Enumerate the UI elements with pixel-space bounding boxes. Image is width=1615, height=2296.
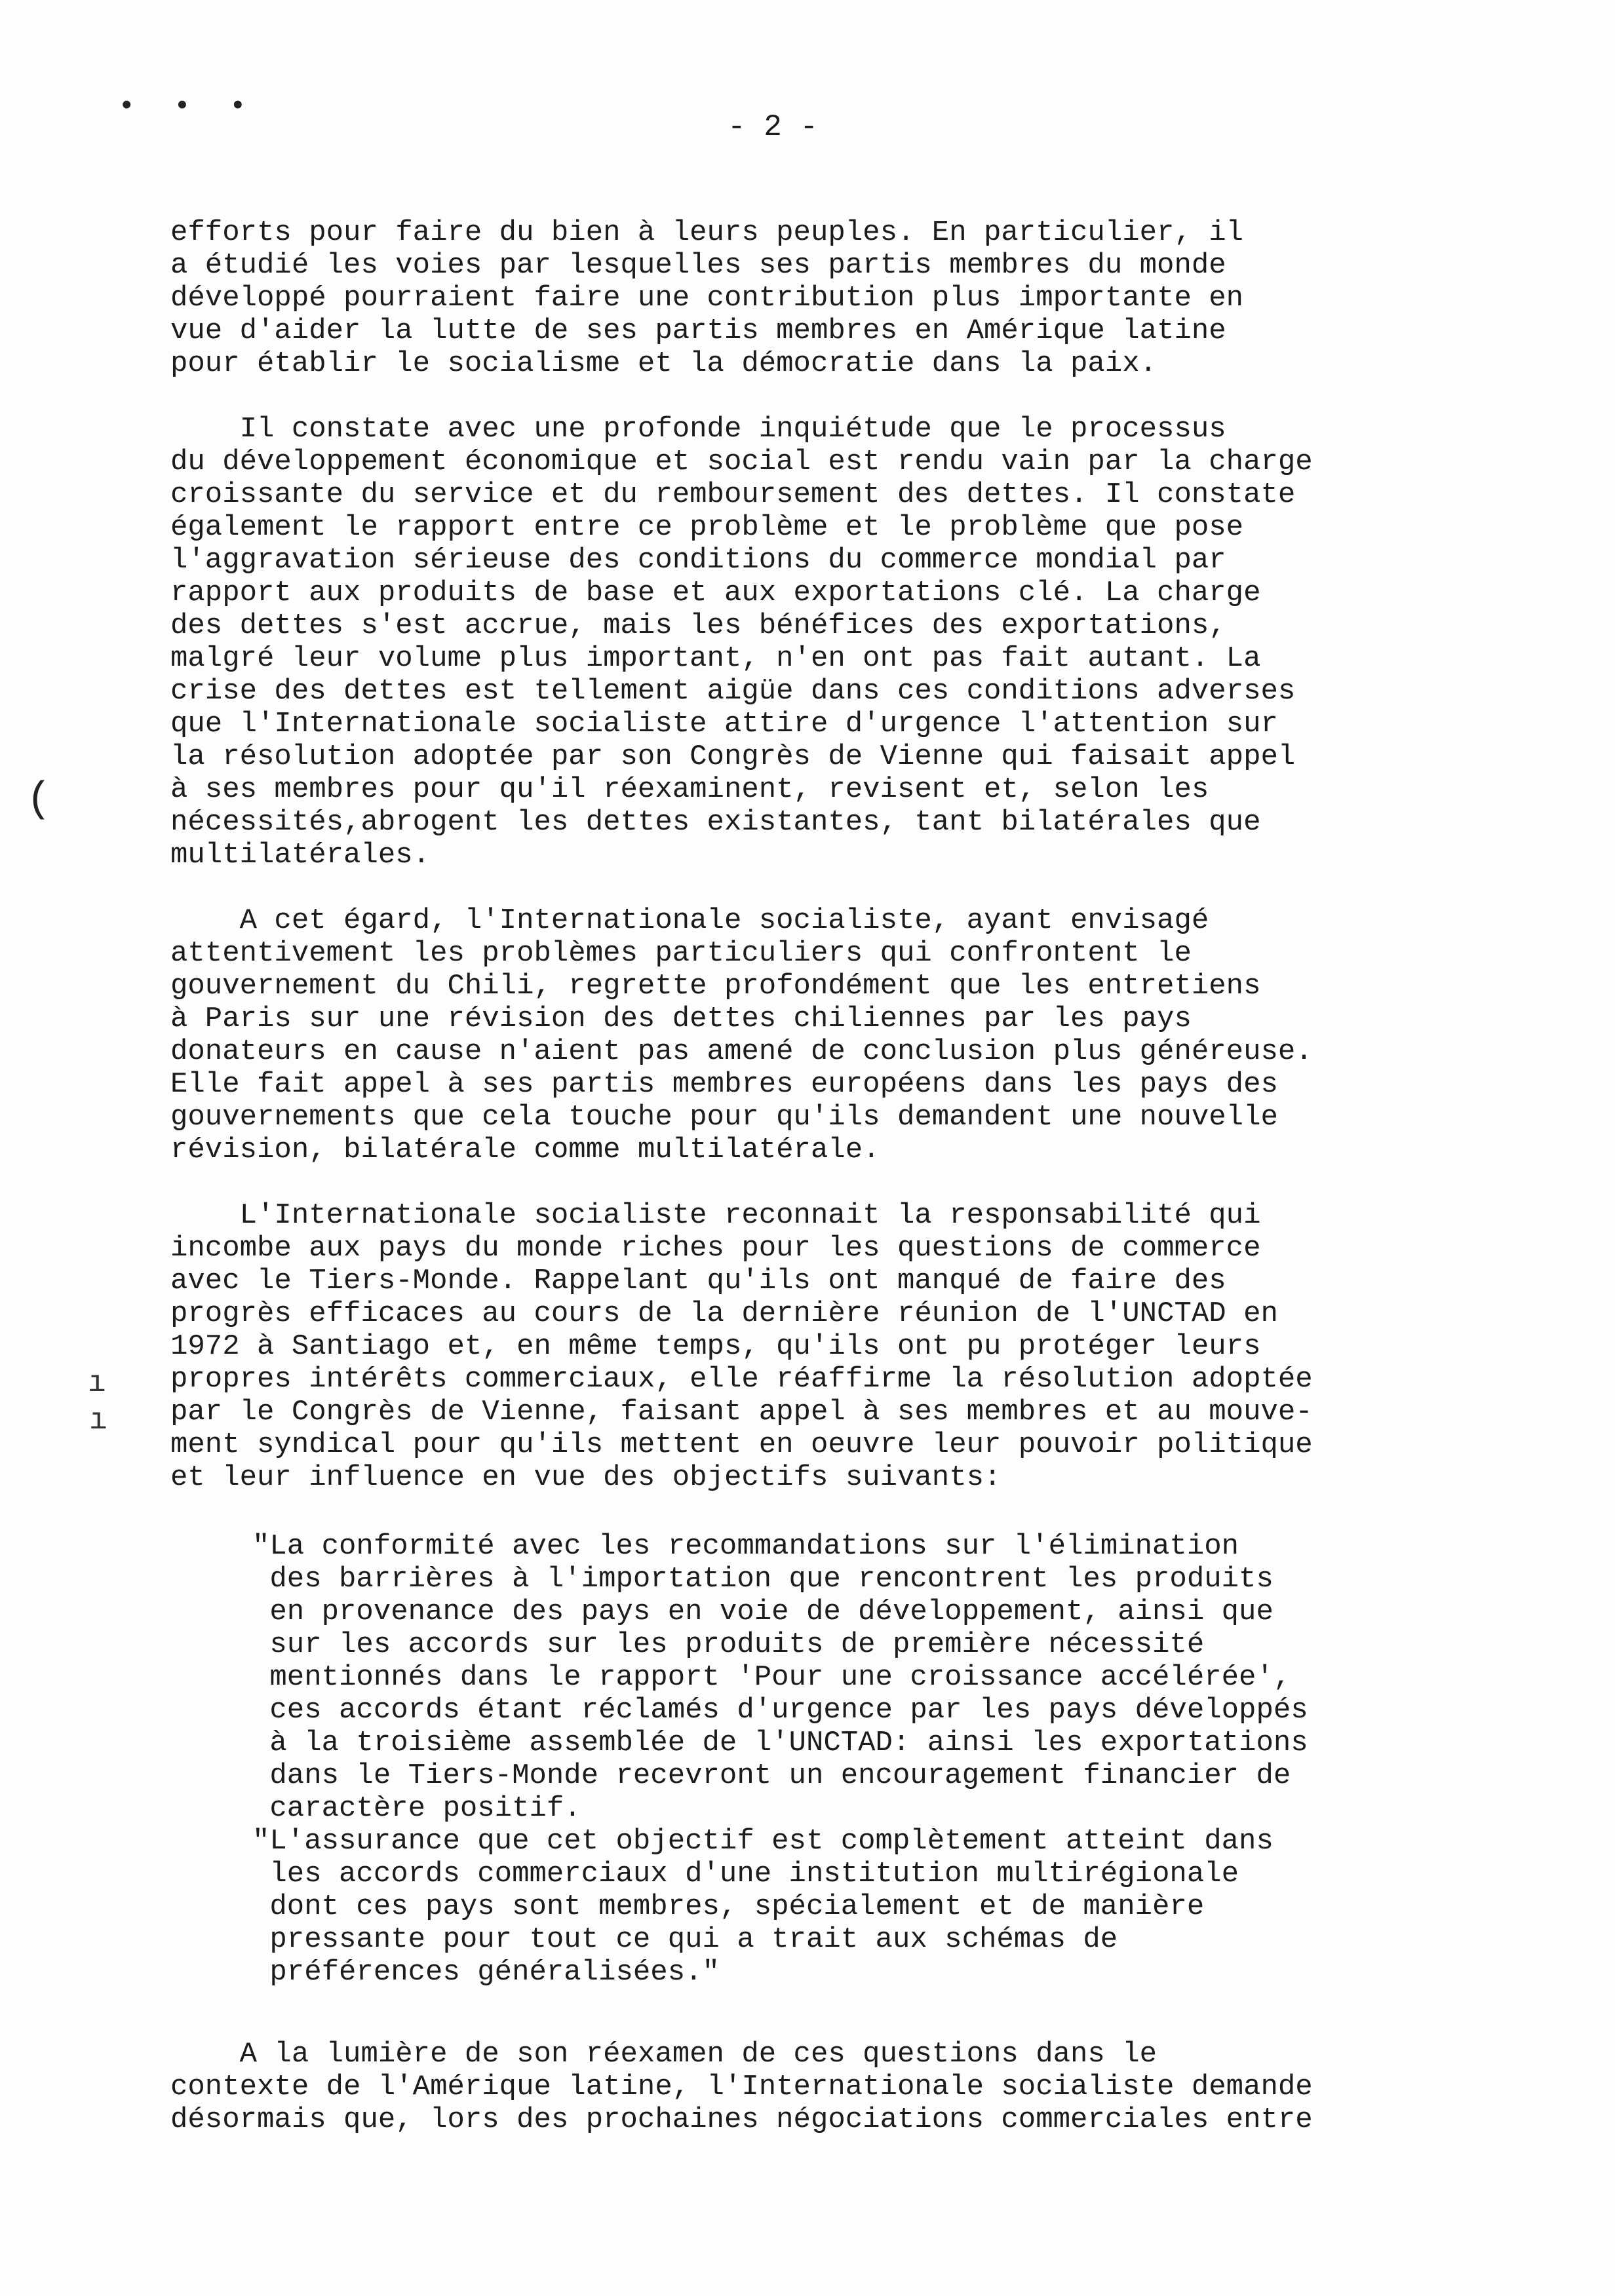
quoted-objective-1: "La conformité avec les recommandations sur l'élimination des barrières à l'importation que rencontrent les produits en provenance des pays en voie de développement, ainsi que sur les accords sur les produits de première nécessité mentionnés dans le rapport 'Pour une croissance accélérée', ces accords étant réclamés d'urgence par les pays développés à la troisième assemblée de l'UNCTAD: ainsi les exportations dans le Tiers-Monde recevront un encouragement financier de caractère positif. (252, 1530, 1308, 1825)
page-number: - 2 - (728, 110, 819, 144)
paragraph-3: A cet égard, l'Internationale socialiste, ayant envisagé attentivement les problèmes particuliers qui confrontent le gouvernement du Chili, regrette profondément que les entretiens à Paris sur une révision des dettes chiliennes par les pays donateurs en cause n'aient pas amené de conclusion plus généreuse. Elle fait appel à ses partis membres européens dans les pays des gouvernements que cela touche pour qu'ils demandent une nouvelle révision, bilatérale comme multilatérale. (170, 904, 1313, 1166)
header-marks: • • • (118, 90, 258, 123)
paragraph-4: L'Internationale socialiste reconnait la responsabilité qui incombe aux pays du monde riches pour les questions de commerce avec le Tiers-Monde. Rappelant qu'ils ont manqué de faire des progrès efficaces au cours de la dernière réunion de l'UNCTAD en 1972 à Santiago et, en même temps, qu'ils ont pu protéger leurs propres intérêts commerciaux, elle réaffirme la résolution adoptée par le Congrès de Vienne, faisant appel à ses membres et au mouve- ment syndical pour qu'ils mettent en oeuvre leur pouvoir politique et leur influence en vue des objectifs suivants: (170, 1199, 1313, 1494)
margin-tick-mark: ı (88, 1366, 106, 1400)
quoted-objective-2: "L'assurance que cet objectif est complètement atteint dans les accords commerciaux d'une institution multirégionale dont ces pays sont membres, spécialement et de manière pressante pour tout ce qui a trait aux schémas de préférences généralisées." (252, 1825, 1274, 1989)
margin-bracket-mark: ( (26, 776, 52, 824)
paragraph-1: efforts pour faire du bien à leurs peuples. En particulier, il a étudié les voies par lesquelles ses partis membres du monde développé pourraient faire une contribution plus importante en vue d'aider la lutte de ses partis membres en Amérique latine pour établir le socialisme et la démocratie dans la paix. (170, 216, 1244, 380)
closing-paragraph: A la lumière de son réexamen de ces questions dans le contexte de l'Amérique latine, l'Internationale socialiste demande désormais que, lors des prochaines négociations commerciales entre (170, 2038, 1313, 2136)
margin-tick-mark: ı (89, 1404, 107, 1438)
paragraph-2: Il constate avec une profonde inquiétude que le processus du développement économique et social est rendu vain par la charge croissante du service et du remboursement des dettes. Il constate également le rapport entre ce problème et le problème que pose l'aggravation sérieuse des conditions du commerce mondial par rapport aux produits de base et aux exportations clé. La charge des dettes s'est accrue, mais les bénéfices des exportations, malgré leur volume plus important, n'en ont pas fait autant. La crise des dettes est tellement aigüe dans ces conditions adverses que l'Internationale socialiste attire d'urgence l'attention sur la résolution adoptée par son Congrès de Vienne qui faisait appel à ses membres pour qu'il réexaminent, revisent et, selon les nécessités,abrogent les dettes existantes, tant bilatérales que multilatérales. (170, 413, 1313, 871)
